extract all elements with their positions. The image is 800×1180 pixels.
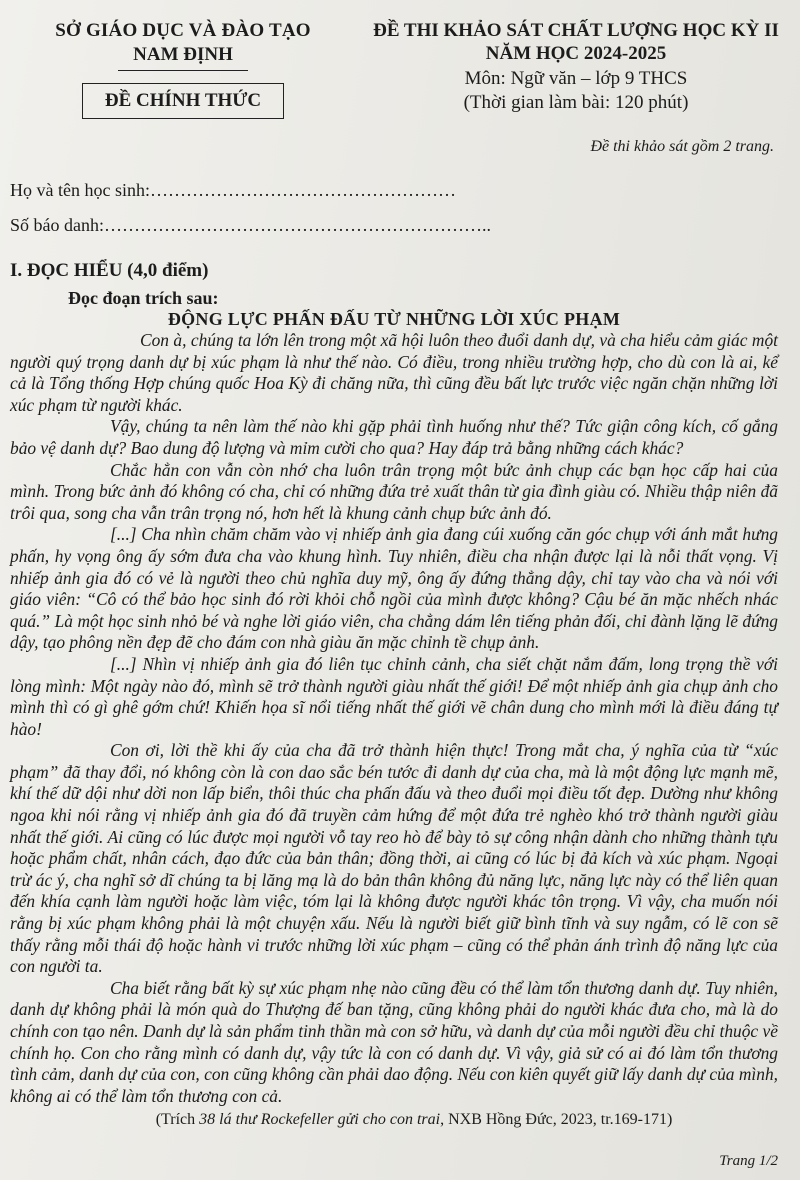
exam-title: ĐỀ THI KHẢO SÁT CHẤT LƯỢNG HỌC KỲ II bbox=[373, 20, 779, 41]
issuer-block bbox=[38, 20, 328, 119]
passage-paragraph: Con ơi, lời thề khi ấy của cha đã trở thành hiện thực! Trong mắt cha, ý nghĩa của từ “xúc phạm” đã thay đổi, nó không còn là con dao sắc bén tước đi danh dự của cha, mà là một động lực mạnh mẽ, khí thế dữ dội như dời non lấp biển, thôi thúc cha phấn đấu và theo đuổi mọi điều tốt đẹp. Dường như không ngoa khi nói rằng vị nhiếp ảnh gia đó đã truyền cảm hứng để một đứa trẻ nghèo khó trở thành người giàu nhất thế giới. Ai cũng có lúc được mọi người vỗ tay reo hò để bày tỏ sự công nhận dành cho những thành tựu hoặc phẩm chất, nhân cách, đạo đức của bản thân; đồng thời, ai cũng có lúc bị đả kích và xúc phạm. Ngoại trừ ác ý, cha nghĩ sở dĩ chúng ta bị lăng mạ là do bản thân không đủ năng lực, năng lực này có thể liên quan đến khía cạnh làm người hoặc làm việc, tóm lại là không được người khác tôn trọng. Vì vậy, cha muốn nói rằng bị xúc phạm không phải là một chuyện xấu. Nếu là người biết giữ bình tĩnh và suy ngẫm, có lẽ con sẽ thấy rằng mỗi thái độ hoặc hành vi trước những lời xúc phạm – cũng có thể phản ánh trình độ năng lực của con người ta. bbox=[10, 740, 778, 977]
exam-header bbox=[10, 14, 778, 132]
passage-paragraph: Con à, chúng ta lớn lên trong một xã hội luôn theo đuổi danh dự, và cha hiểu cảm giác một người quý trọng danh dự bị xúc phạm là như thế nào. Có điều, trong nhiều trường hợp, cho dù con là ai, kể cả là Tổng thống Hợp chúng quốc Hoa Kỳ đi chăng nữa, thì cũng đều bất lực trước việc ngăn chặn những lời xúc phạm từ người khác. bbox=[10, 330, 778, 415]
passage-paragraph: [...] Nhìn vị nhiếp ảnh gia đó liên tục chỉnh cảnh, cha siết chặt nắm đấm, long trọng thề với lòng mình: Một ngày nào đó, mình sẽ trở thành người giàu nhất thế giới! Để một nhiếp ảnh gia chụp ảnh cho mình thì có gì ghê gớm chứ! Khiến họa sĩ nổi tiếng nhất thế giới vẽ chân dung cho mình mới là điều đáng tự hào! bbox=[10, 653, 778, 739]
duration-line: (Thời gian làm bài: 120 phút) bbox=[463, 92, 689, 113]
header-underline bbox=[118, 70, 248, 71]
exam-info-block bbox=[366, 20, 786, 114]
pages-note: Đề thi khảo sát gồm 2 trang. bbox=[590, 138, 774, 155]
passage-paragraph: Vậy, chúng ta nên làm thế nào khi gặp phải tình huống như thế? Tức giận công kích, cố gắng bảo vệ danh dự? Bao dung độ lượng và mỉm cười cho qua? Hay đáp trả bằng những cách khác? bbox=[10, 416, 778, 458]
citation-rest: , NXB Hồng Đức, 2023, tr.169-171) bbox=[440, 1111, 673, 1129]
school-year: NĂM HỌC 2024-2025 bbox=[485, 43, 667, 64]
province-name: NAM ĐỊNH bbox=[133, 44, 233, 65]
citation-open: (Trích bbox=[155, 1111, 200, 1129]
source-citation bbox=[10, 1111, 778, 1129]
department-name: SỞ GIÁO DỤC VÀ ĐÀO TẠO bbox=[55, 20, 311, 41]
citation-book: 38 lá thư Rockefeller gửi cho con trai bbox=[199, 1111, 441, 1129]
passage-paragraph: [...] Cha nhìn chăm chăm vào vị nhiếp ảnh gia đang cúi xuống căn góc chụp với ánh mắt hưng phấn, hy vọng ông ấy sớm đưa cha vào khung hình. Tuy nhiên, điều cha nhận được lại là nỗi thất vọng. Vị nhiếp ảnh gia đó có vẻ là người theo chủ nghĩa duy mỹ, ông ấy đứng thẳng dậy, chỉ tay vào cha và nói với giáo viên: “Cô có thể bảo học sinh đó rời khỏi chỗ ngồi của mình được không? Cậu bé ăn mặc nhếch nhác quá.” Là một học sinh nhỏ bé và nghe lời giáo viên, cha chẳng dám lên tiếng phản đối, chỉ đành lặng lẽ đứng dậy, tạo phông nền đẹp đẽ cho đám con nhà giàu ăn mặc chỉnh tề chụp ảnh. bbox=[10, 524, 778, 653]
section-heading: I. ĐỌC HIỂU (4,0 điểm) bbox=[10, 260, 209, 281]
official-label: ĐỀ CHÍNH THỨC bbox=[82, 83, 284, 119]
passage-paragraph: Chắc hẳn con vẫn còn nhớ cha luôn trân trọng một bức ảnh chụp các bạn học cấp hai của mình. Trong bức ảnh đó không có cha, chỉ có những đứa trẻ xuất thân từ gia đình giàu có. Nhiều thập niên đã trôi qua, song cha vẫn trân trọng nó, hơn hết là khung cảnh chụp bức ảnh đó. bbox=[10, 459, 778, 523]
passage-body bbox=[10, 330, 778, 1107]
student-id-field: Số báo danh:……………………………………………………….. bbox=[10, 215, 491, 235]
page-number: Trang 1/2 bbox=[719, 1153, 778, 1169]
reading-instruction: Đọc đoạn trích sau: bbox=[68, 288, 219, 308]
passage-paragraph: Cha biết rằng bất kỳ sự xúc phạm nhẹ nào cũng đều có thể làm tổn thương danh dự. Tuy nhiên, danh dự không phải là món quà do Thượng đế ban tặng, cũng không phải do người khác đưa cho, mà là do chính con tạo nên. Danh dự là sản phẩm tinh thần mà con sở hữu, và danh dự của mỗi người đều chỉ thuộc về chính họ. Con cho rằng mình có danh dự, vậy tức là con có danh dự. Vì vậy, giả sử có ai đó làm tổn thương tình cảm, danh dự của con, con cũng không cần phải dao động. Nếu con kiên quyết giữ lấy danh dự của mình, không ai có thể làm tổn thương con cả. bbox=[10, 977, 778, 1106]
passage-title: ĐỘNG LỰC PHẤN ĐẤU TỪ NHỮNG LỜI XÚC PHẠM bbox=[167, 309, 621, 329]
student-name-field: Họ và tên học sinh:…………………………………………… bbox=[10, 180, 456, 200]
subject-line: Môn: Ngữ văn – lớp 9 THCS bbox=[464, 68, 688, 89]
